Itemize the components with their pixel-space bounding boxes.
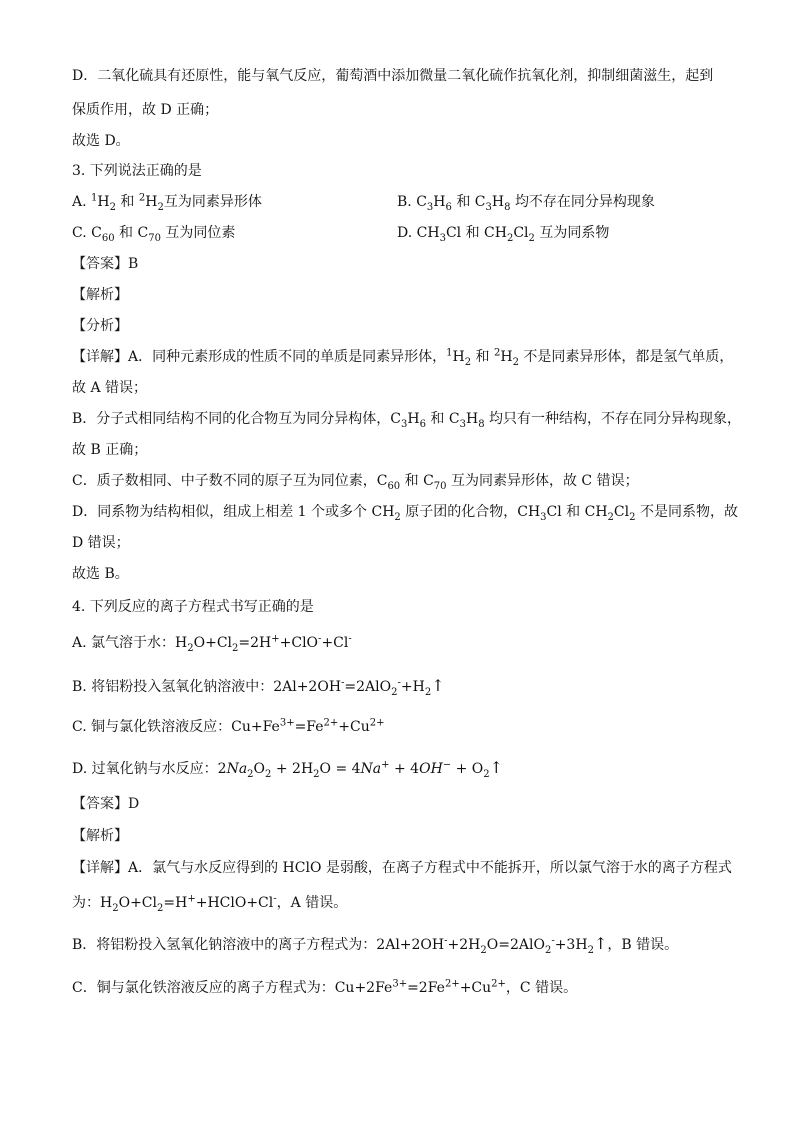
q4-detail-line: C．铜与氯化铁溶液反应的离子方程式为：$Cu+2Fe^{3+}=2Fe^{2+}+Cu^{2+}$，C 错误。 — [72, 978, 578, 996]
question-3-stem: 3. 下列说法正确的是 — [72, 163, 202, 179]
q4-option-b: B. 将铝粉投入氢氧化钠溶液中：$2Al+2OH^-=2AlO_2^-+H_2↑$ — [72, 676, 445, 698]
q3-detail-line: 【详解】A．同种元素形成的性质不同的单质是同素异形体，$^1H_2$ 和 $^2H_2$ 不是同素异形体，都是氢气单质， — [72, 347, 734, 368]
text-line: 保质作用，故 D 正确； — [72, 102, 219, 118]
q3-fenxi-heading: 【分析】 — [72, 318, 128, 334]
text-line: D．二氧化硫具有还原性，能与氧气反应，葡萄酒中添加微量二氧化硫作抗氧化剂，抑制细菌滋生，起到 — [72, 68, 714, 84]
q4-option-d: D. 过氧化钠与水反应：$2Na_2O_2 + 2H_2O = 4Na^+ + 4OH^-$ + $O_2↑$ — [72, 758, 504, 780]
text-line: 故选 D。 — [72, 133, 130, 149]
text-line: 故 A 错误； — [72, 380, 148, 396]
q4-detail-line: B．将铝粉投入氢氧化钠溶液中的离子方程式为：$2Al+2OH^-+2H_2O=2AlO_2^-+3H_2↑$，B 错误。 — [72, 934, 679, 956]
q3-option-c: C. $C_{60}$ 和 $C_{70}$ 互为同位素 — [72, 225, 236, 244]
q3-detail-line: C．质子数相同、中子数不同的原子互为同位素，$C_{60}$ 和 $C_{70}$ 互为同素异形体，故 C 错误； — [72, 473, 639, 492]
q3-option-b: B. $C_3H_6$ 和 $C_3H_8$ 均不存在同分异构现象 — [397, 194, 655, 213]
q4-answer: 【答案】D — [72, 796, 140, 812]
question-4-stem: 4. 下列反应的离子方程式书写正确的是 — [72, 599, 314, 615]
q4-analysis-heading: 【解析】 — [72, 828, 128, 844]
q3-answer: 【答案】B — [72, 256, 139, 272]
text-line: 【详解】A．氯气与水反应得到的 HClO 是弱酸，在离子方程式中不能拆开，所以氯气溶于水的离子方程式 — [72, 860, 732, 876]
q3-detail-line: D．同系物为结构相似，组成上相差 1 个或多个 $CH_2$ 原子团的化合物，$CH_3Cl$ 和 $CH_2Cl_2$ 不是同系物，故 — [72, 504, 738, 523]
q3-analysis-heading: 【解析】 — [72, 287, 128, 303]
q4-detail-line: 为：$H_2O+Cl_2=H^++HClO+Cl^-$，A 错误。 — [72, 893, 348, 914]
text-line: 故选 B。 — [72, 566, 129, 582]
q3-detail-line: B．分子式相同结构不同的化合物互为同分异构体，$C_3H_6$ 和 $C_3H_8$ 均只有一种结构，不存在同分异构现象， — [72, 411, 742, 430]
q4-option-a: A. 氯气溶于水：$H_2O+Cl_2=2H^++ClO^-+Cl^-$ — [72, 633, 352, 654]
text-line: D 错误； — [72, 535, 130, 551]
q3-option-a: A. $^1H_2$ 和 $^2H_2$互为同素异形体 — [72, 192, 262, 213]
text-line: 故 B 正确； — [72, 442, 148, 458]
q4-option-c: C. 铜与氯化铁溶液反应：$Cu+Fe^{3+}=Fe^{2+}+Cu^{2+}$ — [72, 717, 385, 735]
q3-option-d: D. $CH_3Cl$ 和 $CH_2Cl_2$ 互为同系物 — [397, 225, 610, 244]
